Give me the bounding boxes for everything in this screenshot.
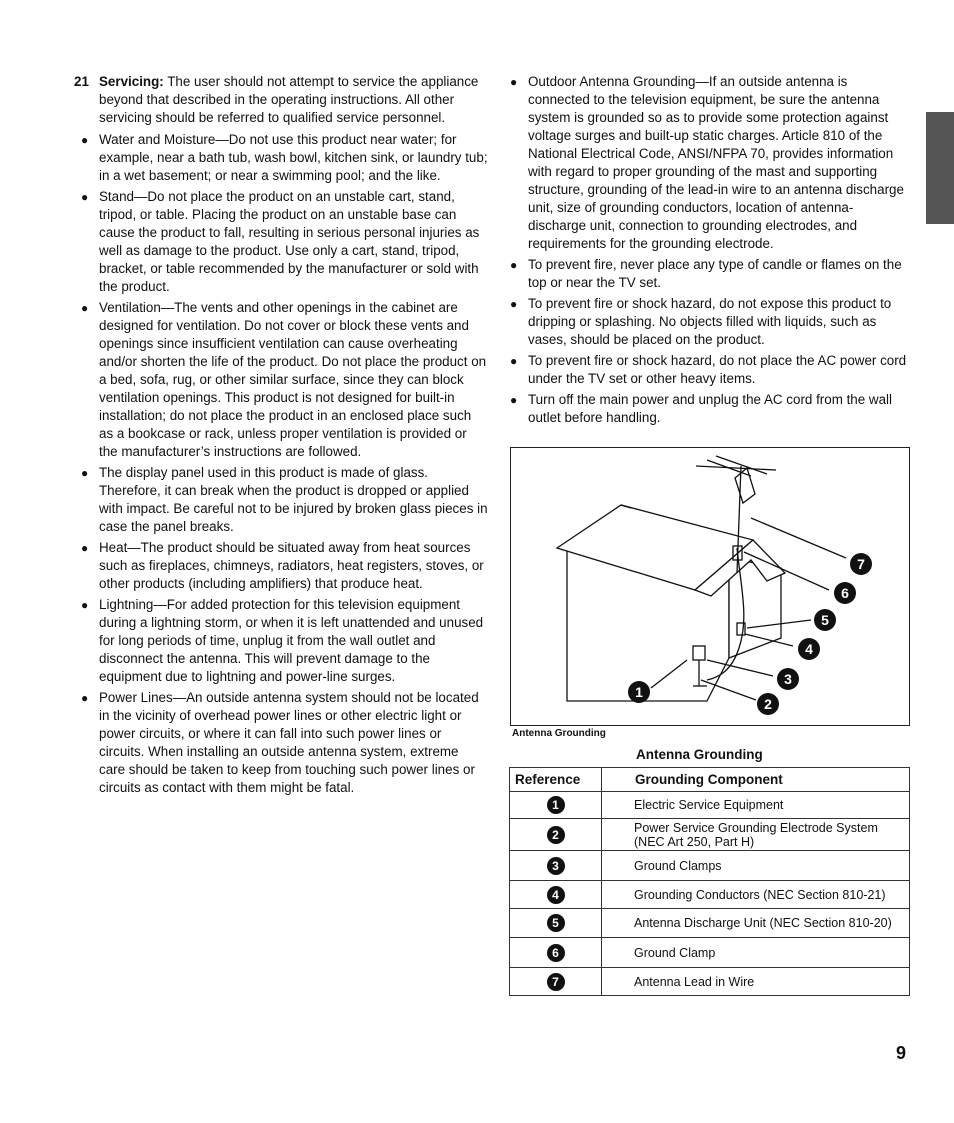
callout-1: 1 bbox=[635, 684, 643, 700]
callout-6: 6 bbox=[841, 585, 849, 601]
section-number: 21 bbox=[74, 74, 89, 89]
bullet-icon: ● bbox=[510, 258, 518, 272]
page-number: 9 bbox=[896, 1043, 907, 1063]
bullet-icon: ● bbox=[81, 598, 89, 612]
table-row bbox=[510, 968, 910, 996]
servicing-section bbox=[74, 73, 488, 127]
reference-badge: 4 bbox=[547, 886, 565, 904]
list-item bbox=[74, 464, 488, 536]
bullet-text: To prevent fire or shock hazard, do not place the AC power cord under the TV set or other heavy items. bbox=[528, 353, 907, 386]
grounding-component-cell: Electric Service Equipment bbox=[602, 792, 910, 819]
list-item bbox=[510, 73, 910, 253]
table-row bbox=[510, 881, 910, 909]
table-row bbox=[510, 938, 910, 968]
bullet-icon: ● bbox=[81, 466, 89, 480]
bullet-icon: ● bbox=[510, 354, 518, 368]
table-title: Antenna Grounding bbox=[636, 747, 763, 762]
list-item bbox=[510, 295, 910, 349]
bullet-text: Ventilation—The vents and other openings in the cabinet are designed for ventilation. Do not cover or block these vents and openings since insufficient ventilation can cause overheating and/or shorten the life of the product. Do not place the product on a bed, sofa, rug, or other similar surface, since they can block ventilation openings. This product is not designed for built-in installation; do not place the product in an enclosed place such as a bookcase or rack, unless proper ventilation is provided or the manufacturer’s instructions are followed. bbox=[99, 300, 487, 459]
grounding-component-cell: Ground Clamp bbox=[602, 938, 910, 968]
bullet-icon: ● bbox=[510, 393, 518, 407]
list-item bbox=[74, 131, 488, 185]
bullet-text: To prevent fire, never place any type of candle or flames on the top or near the TV set. bbox=[528, 257, 902, 290]
callout-4: 4 bbox=[805, 641, 813, 657]
bullet-icon: ● bbox=[81, 541, 89, 555]
bullet-icon: ● bbox=[81, 691, 89, 705]
list-item bbox=[74, 539, 488, 593]
bullet-icon: ● bbox=[81, 301, 89, 315]
reference-badge: 1 bbox=[547, 796, 565, 814]
bullet-text: Power Lines—An outside antenna system should not be located in the vicinity of overhead power lines or other electric light or power circuits, or where it can fall into such power lines or circuits. When installing an outside antenna system, extreme care should be taken to keep from touching such power lines or circuits as contact with them might be fatal. bbox=[99, 690, 479, 795]
figure-caption: Antenna Grounding bbox=[512, 728, 606, 739]
right-column bbox=[510, 73, 910, 430]
left-bullet-list bbox=[74, 131, 488, 797]
reference-badge: 5 bbox=[547, 914, 565, 932]
list-item bbox=[74, 188, 488, 296]
reference-badge: 6 bbox=[547, 944, 565, 962]
bullet-text: Heat—The product should be situated away from heat sources such as fireplaces, chimneys, radiators, heat registers, stoves, or other products (including amplifiers) that produce heat. bbox=[99, 540, 484, 591]
antenna-grounding-illustration bbox=[511, 448, 911, 727]
callout-5: 5 bbox=[821, 612, 829, 628]
bullet-text: Water and Moisture—Do not use this product near water; for example, near a bath tub, wash bowl, kitchen sink, or laundry tub; in a wet basement; or near a swimming pool; and the like. bbox=[99, 132, 488, 183]
reference-badge: 3 bbox=[547, 857, 565, 875]
bullet-icon: ● bbox=[510, 297, 518, 311]
bullet-text: The display panel used in this product is made of glass. Therefore, it can break when the product is dropped or applied with impact. Be careful not to be injured by broken glass pieces in case the panel breaks. bbox=[99, 465, 488, 534]
grounding-component-cell: Antenna Discharge Unit (NEC Section 810-20) bbox=[602, 909, 910, 938]
bullet-text: To prevent fire or shock hazard, do not expose this product to dripping or splashing. No objects filled with liquids, such as vases, should be placed on the product. bbox=[528, 296, 892, 347]
table-row bbox=[510, 792, 910, 819]
grounding-component-cell: Grounding Conductors (NEC Section 810-21) bbox=[602, 881, 910, 909]
callout-7: 7 bbox=[857, 556, 865, 572]
list-item bbox=[74, 299, 488, 461]
section-title: Servicing: bbox=[99, 74, 164, 89]
table-row bbox=[510, 851, 910, 881]
grounding-component-cell: Power Service Grounding Electrode System (NEC Art 250, Part H) bbox=[602, 819, 910, 851]
grounding-reference-table bbox=[509, 767, 910, 996]
header-grounding-component: Grounding Component bbox=[602, 768, 910, 792]
callout-3: 3 bbox=[784, 671, 792, 687]
list-item bbox=[510, 352, 910, 388]
bullet-icon: ● bbox=[81, 190, 89, 204]
grounding-component-cell: Antenna Lead in Wire bbox=[602, 968, 910, 996]
header-reference: Reference bbox=[510, 768, 602, 792]
bullet-text: Lightning—For added protection for this television equipment during a lightning storm, or when it is left unattended and unused for long periods of time, unplug it from the wall outlet and disconnect the antenna. This will prevent damage to the equipment due to lightning and power-line surges. bbox=[99, 597, 484, 684]
bullet-text: Outdoor Antenna Grounding—If an outside antenna is connected to the television equipment, be sure the antenna system is grounded so as to provide some protection against voltage surges and built-up static charges. Article 810 of the National Electrical Code, ANSI/NFPA 70, provides information with regard to proper grounding of the mast and supporting structure, grounding of the lead-in wire to an antenna discharge unit, size of grounding conductors, location of antenna-discharge unit, connection to grounding electrodes, and requirements for the grounding electrode. bbox=[528, 74, 904, 251]
reference-badge: 2 bbox=[547, 826, 565, 844]
reference-badge: 7 bbox=[547, 973, 565, 991]
left-column bbox=[74, 73, 488, 800]
antenna-grounding-figure bbox=[510, 447, 910, 726]
callout-2: 2 bbox=[764, 696, 772, 712]
section-side-tab bbox=[926, 112, 954, 224]
table-row bbox=[510, 819, 910, 851]
bullet-icon: ● bbox=[81, 133, 89, 147]
list-item bbox=[510, 256, 910, 292]
bullet-text: Stand—Do not place the product on an unstable cart, stand, tripod, or table. Placing the product on an unstable base can cause the product to fall, resulting in serious personal injuries as well as damage to the product. Use only a cart, stand, tripod, bracket, or table recommended by the manufacturer or sold with the product. bbox=[99, 189, 480, 294]
section-intro: The user should not attempt to service the appliance beyond that described in the operating instructions. All other servicing should be referred to qualified service personnel. bbox=[99, 74, 479, 125]
grounding-component-cell: Ground Clamps bbox=[602, 851, 910, 881]
table-row bbox=[510, 909, 910, 938]
list-item bbox=[74, 596, 488, 686]
bullet-icon: ● bbox=[510, 75, 518, 89]
bullet-text: Turn off the main power and unplug the AC cord from the wall outlet before handling. bbox=[528, 392, 892, 425]
list-item bbox=[510, 391, 910, 427]
list-item bbox=[74, 689, 488, 797]
right-bullet-list bbox=[510, 73, 910, 427]
table-header-row bbox=[510, 768, 910, 792]
